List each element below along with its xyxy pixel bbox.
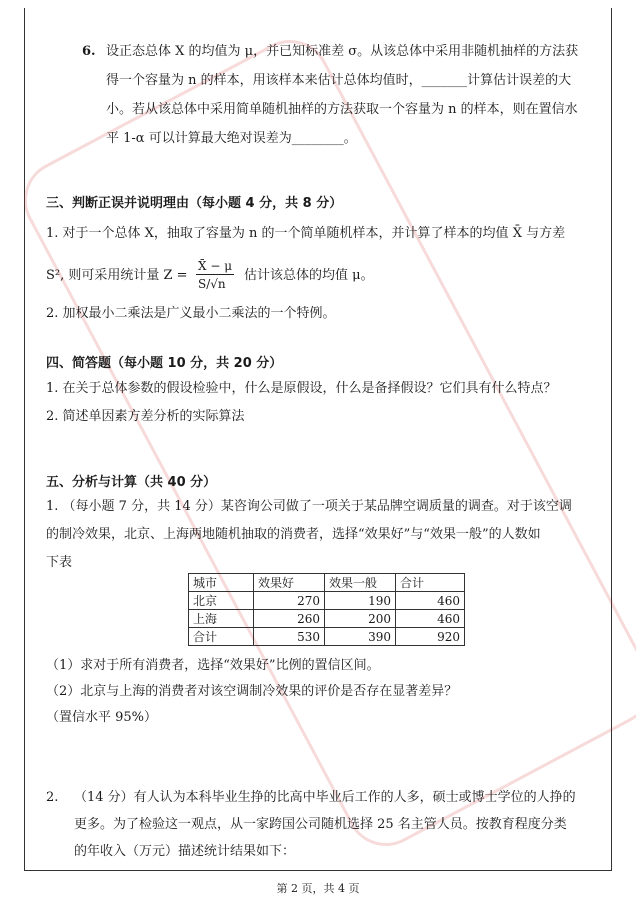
- table-header-cell: 效果一般: [325, 574, 396, 592]
- s5-sub2: （2）北京与上海的消费者对该空调制冷效果的评价是否存在显著差异？: [46, 684, 458, 699]
- table-cell: 920: [396, 628, 465, 646]
- table-header-row: [189, 574, 465, 592]
- s3-q1-line2-pre: S², 则可采用统计量 Z =: [46, 268, 188, 283]
- table-cell: 270: [254, 592, 325, 610]
- section5-title: 五、分析与计算（共 40 分）: [46, 475, 217, 490]
- s5-q1-line3: 下表: [46, 555, 73, 570]
- s5-q2-number: 2.: [46, 790, 59, 805]
- s5-sub1: （1）求对于所有消费者，选择“效果好”比例的置信区间。: [46, 658, 380, 673]
- s3-q1-line2-post: 估计该总体的均值 μ。: [244, 268, 374, 283]
- table-header-cell: 合计: [396, 574, 465, 592]
- q6-number: 6.: [82, 44, 96, 59]
- section3-title: 三、判断正误并说明理由（每小题 4 分，共 8 分）: [46, 196, 343, 211]
- s5-q1-line1: 1. （每小题 7 分，共 14 分）某咨询公司做了一项关于某品牌空调质量的调查。对于该空调: [46, 499, 572, 514]
- s3-q1-frac-num: X̄ − μ: [198, 259, 233, 273]
- q6-line1: 设正态总体 X 的均值为 μ，并已知标准差 σ。从该总体中采用非随机抽样的方法获: [106, 44, 579, 59]
- table-cell: 200: [325, 610, 396, 628]
- table-cell: 上海: [189, 610, 254, 628]
- s3-q1-frac-den: S/√n: [198, 277, 226, 291]
- page-footer: 第 2 页，共 4 页: [276, 882, 360, 895]
- table-row: [189, 610, 465, 628]
- table-cell: 260: [254, 610, 325, 628]
- table-cell: 190: [325, 592, 396, 610]
- q6-line4: 平 1-α 可以计算最大绝对误差为________。: [106, 131, 357, 146]
- s4-q2: 2. 简述单因素方差分析的实际算法: [46, 409, 245, 424]
- survey-table: [188, 573, 465, 646]
- s5-q2-line1: （14 分）有人认为本科毕业生挣的比高中毕业后工作的人多，硕士或博士学位的人挣的: [74, 790, 576, 805]
- table-cell: 北京: [189, 592, 254, 610]
- section4-title: 四、简答题（每小题 10 分，共 20 分）: [46, 356, 283, 371]
- table-header-cell: 效果好: [254, 574, 325, 592]
- table-cell: 390: [325, 628, 396, 646]
- table-cell: 460: [396, 610, 465, 628]
- s3-q2: 2. 加权最小二乘法是广义最小二乘法的一个特例。: [46, 306, 336, 321]
- s4-q1: 1. 在关于总体参数的假设检验中，什么是原假设，什么是备择假设？它们具有什么特点？: [46, 381, 557, 396]
- table-cell: 合计: [189, 628, 254, 646]
- q6-line2: 得一个容量为 n 的样本，用该样本来估计总体均值时，_______计算估计误差的大: [106, 73, 572, 88]
- s5-q1-line2: 的制冷效果，北京、上海两地随机抽取的消费者，选择“效果好”与“效果一般”的人数如: [46, 527, 541, 542]
- table-header-cell: 城市: [189, 574, 254, 592]
- s5-q2-line3: 的年收入（万元）描述统计结果如下：: [74, 844, 296, 859]
- table-row: [189, 592, 465, 610]
- s5-q2-line2: 更多。为了检验这一观点，从一家跨国公司随机选择 25 名主管人员。按教育程度分类: [74, 817, 567, 832]
- q6-line3: 小。若从该总体中采用简单随机抽样的方法获取一个容量为 n 的样本，则在置信水: [106, 102, 578, 117]
- table-row: [189, 628, 465, 646]
- s5-confidence: （置信水平 95%）: [46, 710, 158, 725]
- table-cell: 460: [396, 592, 465, 610]
- table-cell: 530: [254, 628, 325, 646]
- s3-q1-line1: 1. 对于一个总体 X，抽取了容量为 n 的一个简单随机样本，并计算了样本的均值 X̄ 与方差: [46, 226, 566, 241]
